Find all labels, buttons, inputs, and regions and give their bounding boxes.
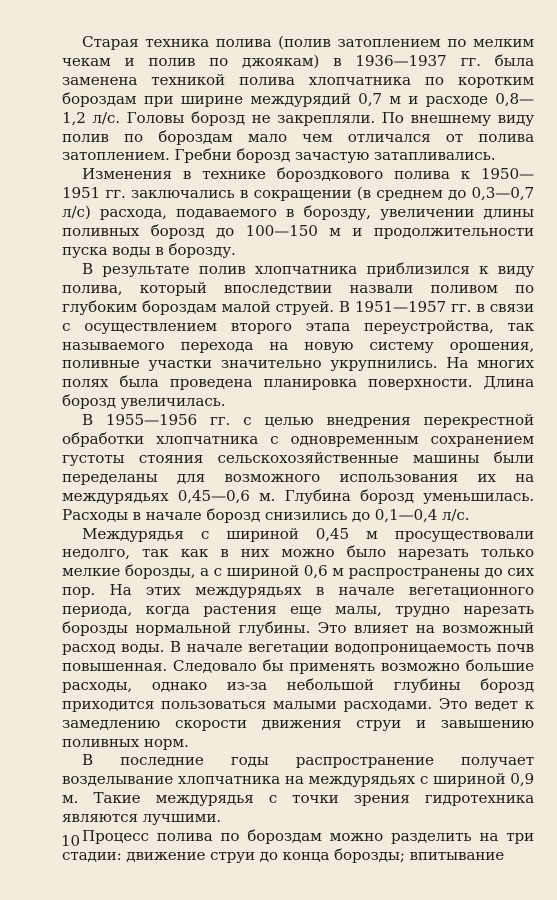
paragraph-4: В 1955—1956 гг. с целью внедрения перекрестной обработки хлопчатника с одновременным сохранением густоты стояния сельскохозяйственные машины были переделаны для возможного использования их на междурядьях 0,45—0,6 м. Глубина борозд уменьшилась. Расходы в начале борозд снизились до 0,1—0,4 л/с. [62, 411, 534, 524]
paragraph-6: В последние годы распространение получает возделывание хлопчатника на междурядьях с шириной 0,9 м. Такие междурядья с точки зрения гидротехника являются лучшими. [62, 751, 534, 827]
paragraph-3: В результате полив хлопчатника приблизился к виду полива, который впоследствии назвали поливом по глубоким бороздам малой струей. В 1951—1957 гг. в связи с осуществлением второго этапа переустройства, так называемого перехода на новую систему орошения, поливные участки значительно укрупнились. На многих полях была проведена планировка поверхности. Длина борозд увеличилась. [62, 259, 534, 411]
body-text [62, 33, 534, 865]
paragraph-2: Изменения в технике бороздкового полива к 1950—1951 гг. заключались в сокращении (в среднем до 0,3—0,7 л/с) расхода, подаваемого в борозду, увеличении длины поливных борозд до 100—150 м и продолжительности пуска воды в борозду. [62, 165, 534, 259]
paragraph-1: Старая техника полива (полив затоплением по мелким чекам и полив по джоякам) в 1936—1937 гг. была заменена техникой полива хлопчатника по коротким бороздам при ширине междурядий 0,7 м и расходе 0,8—1,2 л/с. Головы борозд не закрепляли. По внешнему виду полив по бороздам мало чем отличался от полива затоплением. Гребни борозд зачастую затапливались. [62, 33, 534, 165]
paragraph-7: Процесс полива по бороздам можно разделить на три стадии: движение струи до конца борозды; впитывание [62, 827, 534, 864]
page-number: 10 [61, 832, 81, 850]
paragraph-5: Междурядья с шириной 0,45 м просуществовали недолго, так как в них можно было нарезать только мелкие борозды, а с шириной 0,6 м распространены до сих пор. На этих междурядьях в начале вегетационного периода, когда растения еще малы, трудно нарезать борозды нормальной глубины. Это влияет на возможный расход воды. В начале вегетации водопроницаемость почв повышенная. Следовало бы применять возможно большие расходы, однако из-за небольшой глубины борозд приходится пользоваться малыми расходами. Это ведет к замедлению скорости движения струи и завышению поливных норм. [62, 524, 534, 751]
